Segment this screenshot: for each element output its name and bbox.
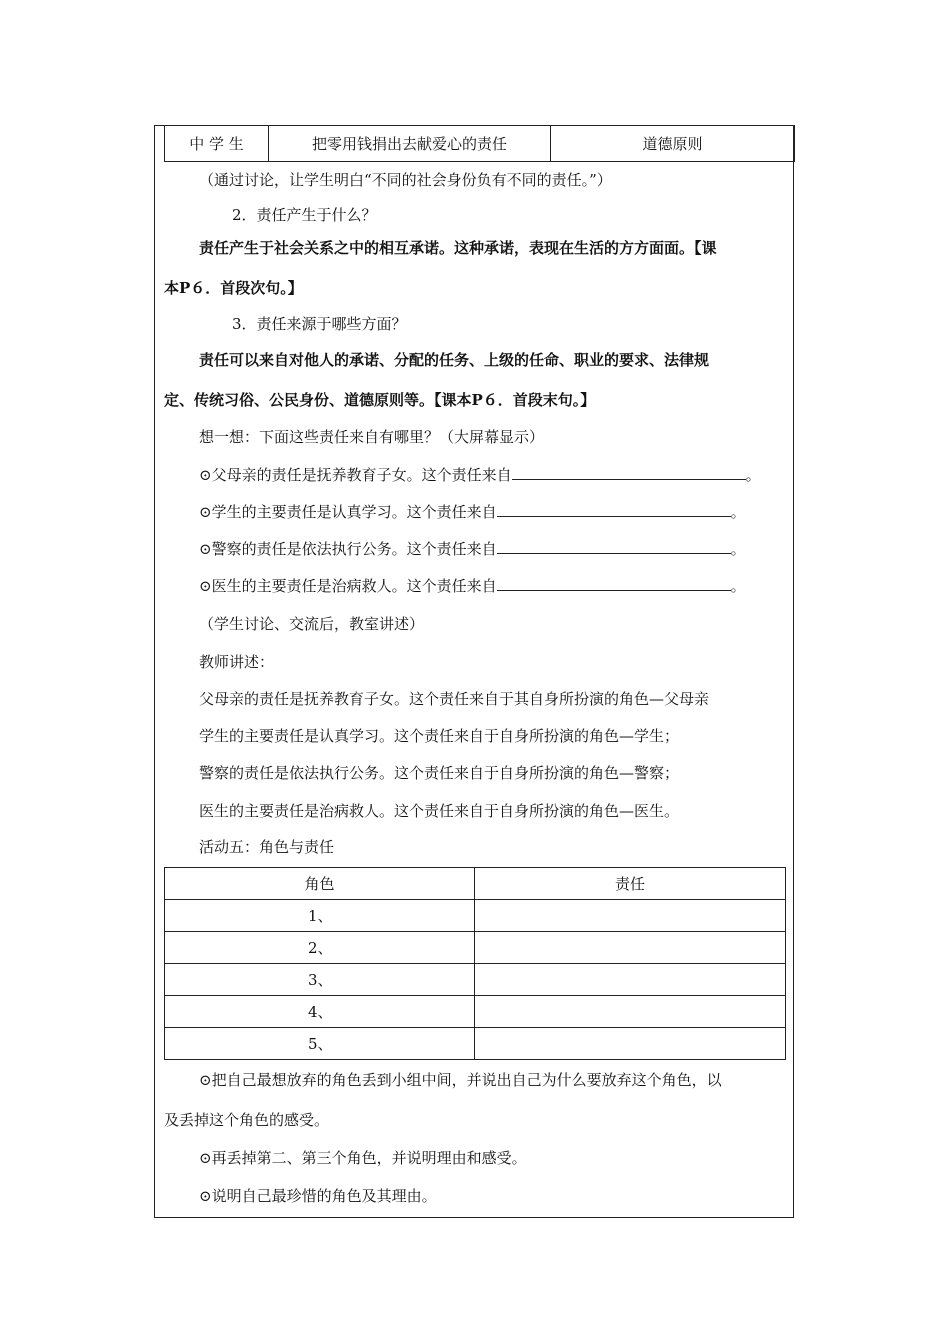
role-number: 3、: [165, 964, 475, 996]
answer-3-line1: 责任可以来自对他人的承诺、分配的任务、上级的任命、职业的要求、法律规: [199, 351, 710, 369]
fill-question-text: ⊙学生的主要责任是认真学习。这个责任来自: [199, 503, 497, 521]
responsibility-cell[interactable]: [475, 900, 786, 932]
fill-blank[interactable]: [497, 576, 731, 591]
answer-2-line1: 责任产生于社会关系之中的相互承诺。这种承诺，表现在生活的方方面面。【课: [199, 239, 717, 257]
source-cell: 道德原则: [551, 126, 795, 162]
teacher-answer-2: 学生的主要责任是认真学习。这个责任来自于自身所扮演的角色—学生；: [199, 727, 680, 745]
period: 。: [745, 466, 761, 484]
think-prompt: 想一想：下面这些责任来自有哪里？（大屏幕显示）: [199, 428, 545, 446]
top-table: [164, 125, 795, 162]
header-responsibility: 责任: [475, 868, 786, 900]
period: 。: [730, 577, 746, 595]
fill-question-text: ⊙父母亲的责任是抚养教育子女。这个责任来自: [199, 466, 512, 484]
teacher-answer-1: 父母亲的责任是抚养教育子女。这个责任来自于其自身所扮演的角色—父母亲: [199, 690, 710, 708]
responsibility-cell[interactable]: [475, 1028, 786, 1060]
fill-question-text: ⊙警察的责任是依法执行公务。这个责任来自: [199, 540, 497, 558]
role-number: 2、: [165, 932, 475, 964]
table-row: [165, 900, 786, 932]
activity-5-title: 活动五：角色与责任: [199, 838, 335, 856]
role-number: 5、: [165, 1028, 475, 1060]
responsibility-cell: 把零用钱捐出去献爱心的责任: [269, 126, 551, 162]
fill-question-1: [199, 465, 761, 485]
fill-question-text: ⊙医生的主要责任是治病救人。这个责任来自: [199, 577, 497, 595]
table-header-row: [165, 868, 786, 900]
fill-question-2: [199, 502, 746, 522]
fill-blank[interactable]: [512, 465, 746, 480]
teacher-answer-4: 医生的主要责任是治病救人。这个责任来自于自身所扮演的角色—医生。: [199, 802, 680, 820]
discussion-note: （通过讨论，让学生明白“不同的社会身份负有不同的责任。”）: [199, 171, 612, 189]
bullet-1-line2: 及丢掉这个角色的感受。: [164, 1111, 330, 1129]
period: 。: [730, 503, 746, 521]
table-row: [165, 996, 786, 1028]
responsibility-cell[interactable]: [475, 964, 786, 996]
table-row: [165, 1028, 786, 1060]
question-3: 3．责任来源于哪些方面？: [232, 315, 407, 333]
role-number: 1、: [165, 900, 475, 932]
question-2: 2．责任产生于什么？: [232, 206, 377, 224]
teacher-label: 教师讲述：: [199, 653, 275, 671]
bullet-1-line1: ⊙把自己最想放弃的角色丢到小组中间，并说出自己为什么要放弃这个角色，以: [199, 1071, 722, 1089]
discussion-instruction: （学生讨论、交流后，教室讲述）: [199, 615, 425, 633]
table-row: [165, 126, 795, 162]
table-row: [165, 964, 786, 996]
role-table: [164, 867, 786, 1060]
fill-question-3: [199, 539, 746, 559]
answer-3-line2: 定、传统习俗、公民身份、道德原则等。【课本P６．首段末句。】: [164, 391, 596, 409]
period: 。: [730, 540, 746, 558]
header-role: 角色: [165, 868, 475, 900]
fill-question-4: [199, 576, 746, 596]
fill-blank[interactable]: [497, 502, 731, 517]
table-row: [165, 932, 786, 964]
responsibility-cell[interactable]: [475, 996, 786, 1028]
answer-2-line2: 本P６．首段次句。】: [164, 279, 303, 297]
teacher-answer-3: 警察的责任是依法执行公务。这个责任来自于自身所扮演的角色—警察；: [199, 764, 680, 782]
bullet-2: ⊙再丢掉第二、第三个角色，并说明理由和感受。: [199, 1149, 527, 1167]
role-cell: 中 学 生: [165, 126, 269, 162]
role-number: 4、: [165, 996, 475, 1028]
bullet-3: ⊙说明自己最珍惜的角色及其理由。: [199, 1187, 437, 1205]
fill-blank[interactable]: [497, 539, 731, 554]
responsibility-cell[interactable]: [475, 932, 786, 964]
